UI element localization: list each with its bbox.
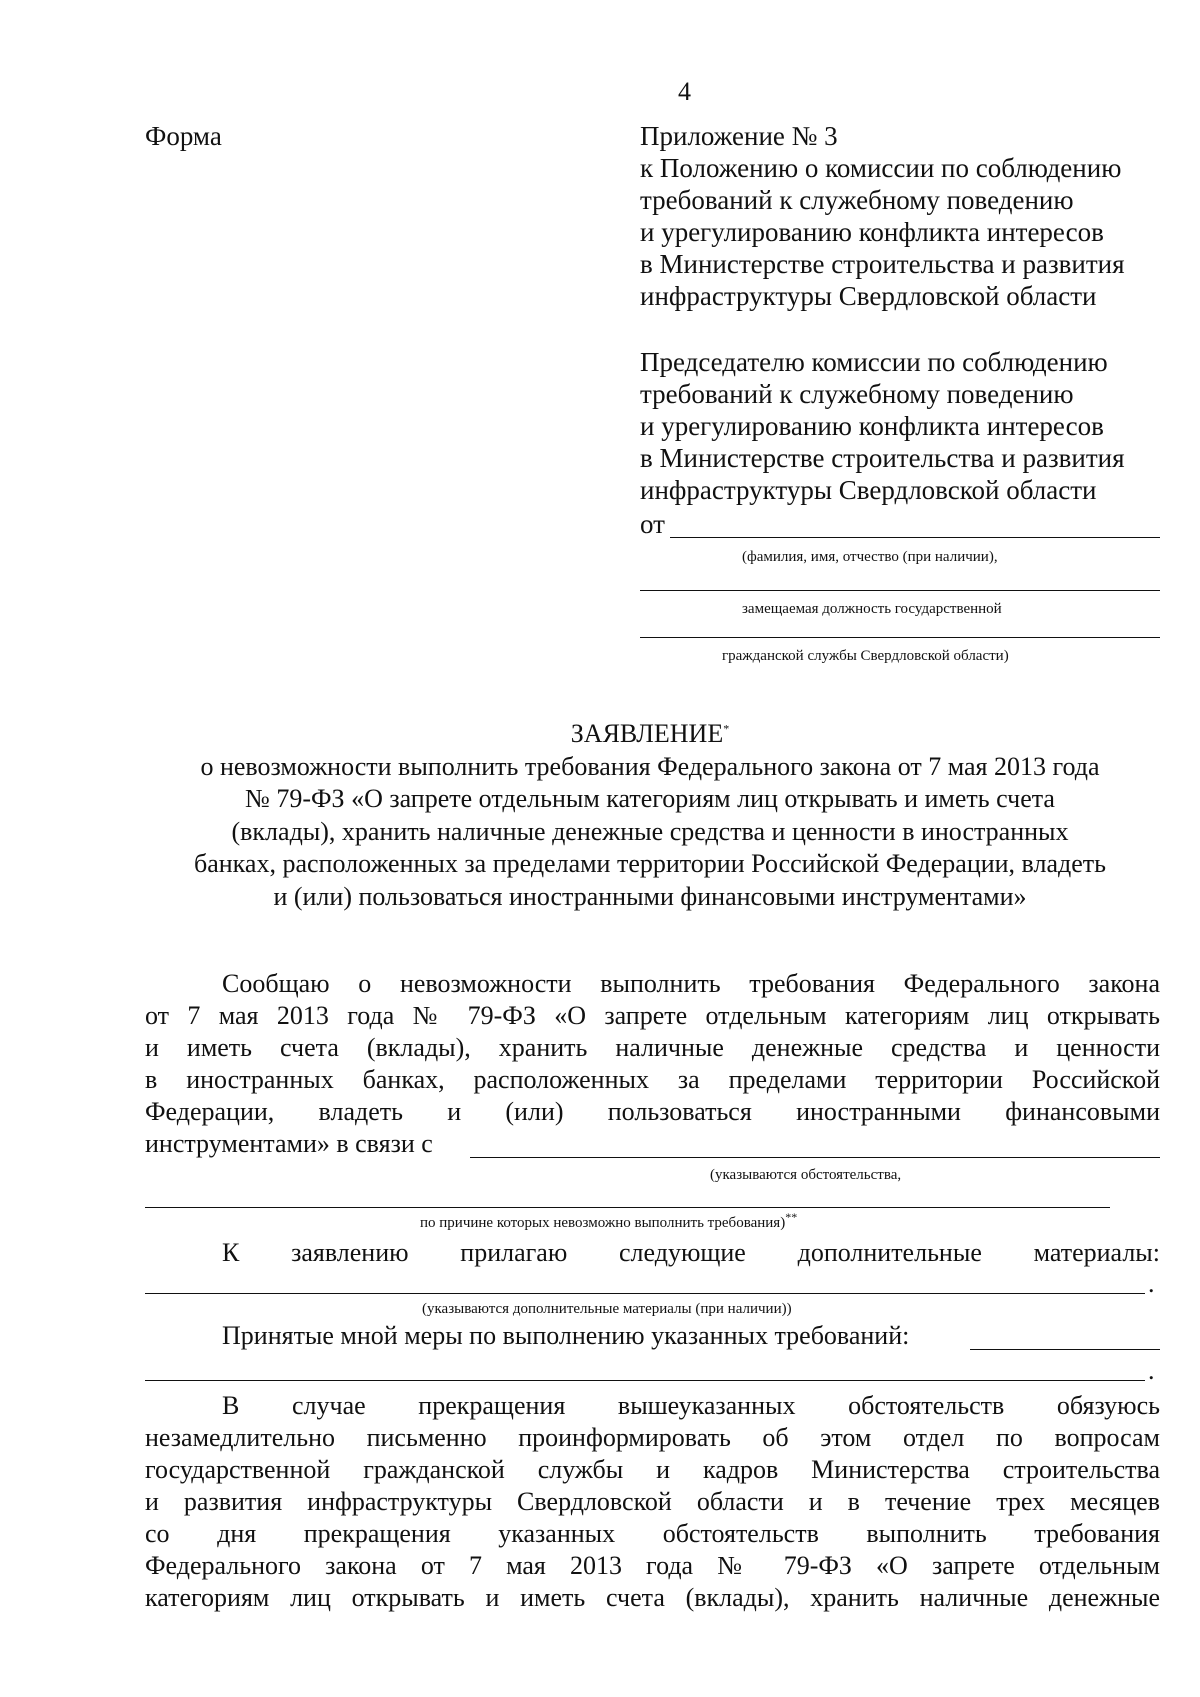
measures-line: Принятые мной меры по выполнению указанных требований:: [222, 1321, 910, 1350]
appendix-line: к Положению о комиссии по соблюдению: [640, 153, 1122, 183]
materials-field-end: .: [1148, 1269, 1155, 1298]
name-field-hint: (фамилия, имя, отчество (при наличии),: [742, 549, 998, 565]
paragraph1-last-line: инструментами» в связи с: [145, 1129, 433, 1158]
paragraph2-line: и развития инфраструктуры Свердловской области и в течение трех месяцев: [145, 1487, 1160, 1516]
appendix-block: [640, 120, 1180, 312]
appendix-line: Приложение № 3: [640, 121, 838, 151]
paragraph1-line: от 7 мая 2013 года № 79-ФЗ «О запрете отдельным категориям лиц открывать: [145, 1001, 1160, 1030]
measures-field-end: .: [1148, 1356, 1155, 1385]
title-line: и (или) пользоваться иностранными финансовыми инструментами»: [273, 881, 1027, 911]
addressee-line: требований к служебному поведению: [640, 379, 1074, 409]
title-line: банках, расположенных за пределами территории Российской Федерации, владеть: [194, 849, 1106, 878]
from-label: от: [640, 509, 665, 539]
statement-heading: [140, 718, 1160, 751]
addressee-line: Председателю комиссии по соблюдению: [640, 347, 1108, 377]
addressee-block: [640, 346, 1180, 506]
paragraph1-line: Федерации, владеть и (или) пользоваться иностранными финансовыми: [145, 1097, 1160, 1126]
title-line: № 79-ФЗ «О запрете отдельным категориям лиц открывать и иметь счета: [245, 784, 1055, 813]
paragraph1-line: в иностранных банках, расположенных за пределами территории Российской: [145, 1065, 1160, 1094]
appendix-line: и урегулированию конфликта интересов: [640, 217, 1104, 247]
reason-hint: [420, 1210, 798, 1232]
addressee-line: инфраструктуры Свердловской области: [640, 475, 1097, 505]
paragraph2-line: со дня прекращения указанных обстоятельств выполнить требования: [145, 1519, 1160, 1548]
position-field-line[interactable]: [640, 590, 1160, 591]
service-field-line[interactable]: [640, 637, 1160, 638]
measures-field-line-2[interactable]: [145, 1380, 1145, 1381]
statement-heading-text: ЗАЯВЛЕНИЕ: [570, 719, 724, 748]
measures-field-line[interactable]: [970, 1349, 1160, 1350]
service-field-hint: гражданской службы Свердловской области): [722, 648, 1009, 664]
paragraph2-line: Федерального закона от 7 мая 2013 года № 79-ФЗ «О запрете отдельным: [145, 1551, 1160, 1580]
position-field-hint: замещаемая должность государственной: [742, 601, 1002, 617]
appendix-line: инфраструктуры Свердловской области: [640, 281, 1097, 311]
paragraph2-line: В случае прекращения вышеуказанных обстоятельств обязуюсь: [222, 1391, 1160, 1420]
paragraph2-line: незамедлительно письменно проинформировать об этом отдел по вопросам: [145, 1423, 1160, 1452]
circumstances-hint: (указываются обстоятельства,: [710, 1167, 902, 1183]
reason-footnote-mark: **: [785, 1210, 798, 1224]
paragraph1-line: Сообщаю о невозможности выполнить требования Федерального закона: [222, 969, 1160, 998]
form-label: Форма: [145, 121, 222, 151]
appendix-line: в Министерстве строительства и развития: [640, 249, 1125, 279]
paragraph2-line: государственной гражданской службы и кадров Министерства строительства: [145, 1455, 1160, 1484]
materials-field-line[interactable]: [145, 1293, 1145, 1294]
materials-hint: (указываются дополнительные материалы (при наличии)): [422, 1301, 792, 1317]
page-number: 4: [678, 77, 691, 106]
title-line: о невозможности выполнить требования Федерального закона от 7 мая 2013 года: [200, 751, 1100, 781]
reason-hint-text: по причине которых невозможно выполнить требования): [420, 1215, 786, 1231]
statement-title: [140, 718, 1160, 913]
paragraph2-line: категориям лиц открывать и иметь счета (вклады), хранить наличные денежные: [145, 1583, 1160, 1612]
circumstances-field-line-2[interactable]: [145, 1207, 1110, 1208]
addressee-line: в Министерстве строительства и развития: [640, 443, 1125, 473]
addressee-line: и урегулированию конфликта интересов: [640, 411, 1104, 441]
heading-footnote-mark: *: [723, 721, 730, 736]
name-field-line[interactable]: [670, 537, 1160, 538]
attach-line: К заявлению прилагаю следующие дополнительные материалы:: [222, 1238, 1160, 1267]
title-line: (вклады), хранить наличные денежные средства и ценности в иностранных: [231, 816, 1069, 846]
circumstances-field-line[interactable]: [470, 1157, 1160, 1158]
appendix-line: требований к служебному поведению: [640, 185, 1074, 215]
paragraph1-line: и иметь счета (вклады), хранить наличные денежные средства и ценности: [145, 1033, 1160, 1062]
